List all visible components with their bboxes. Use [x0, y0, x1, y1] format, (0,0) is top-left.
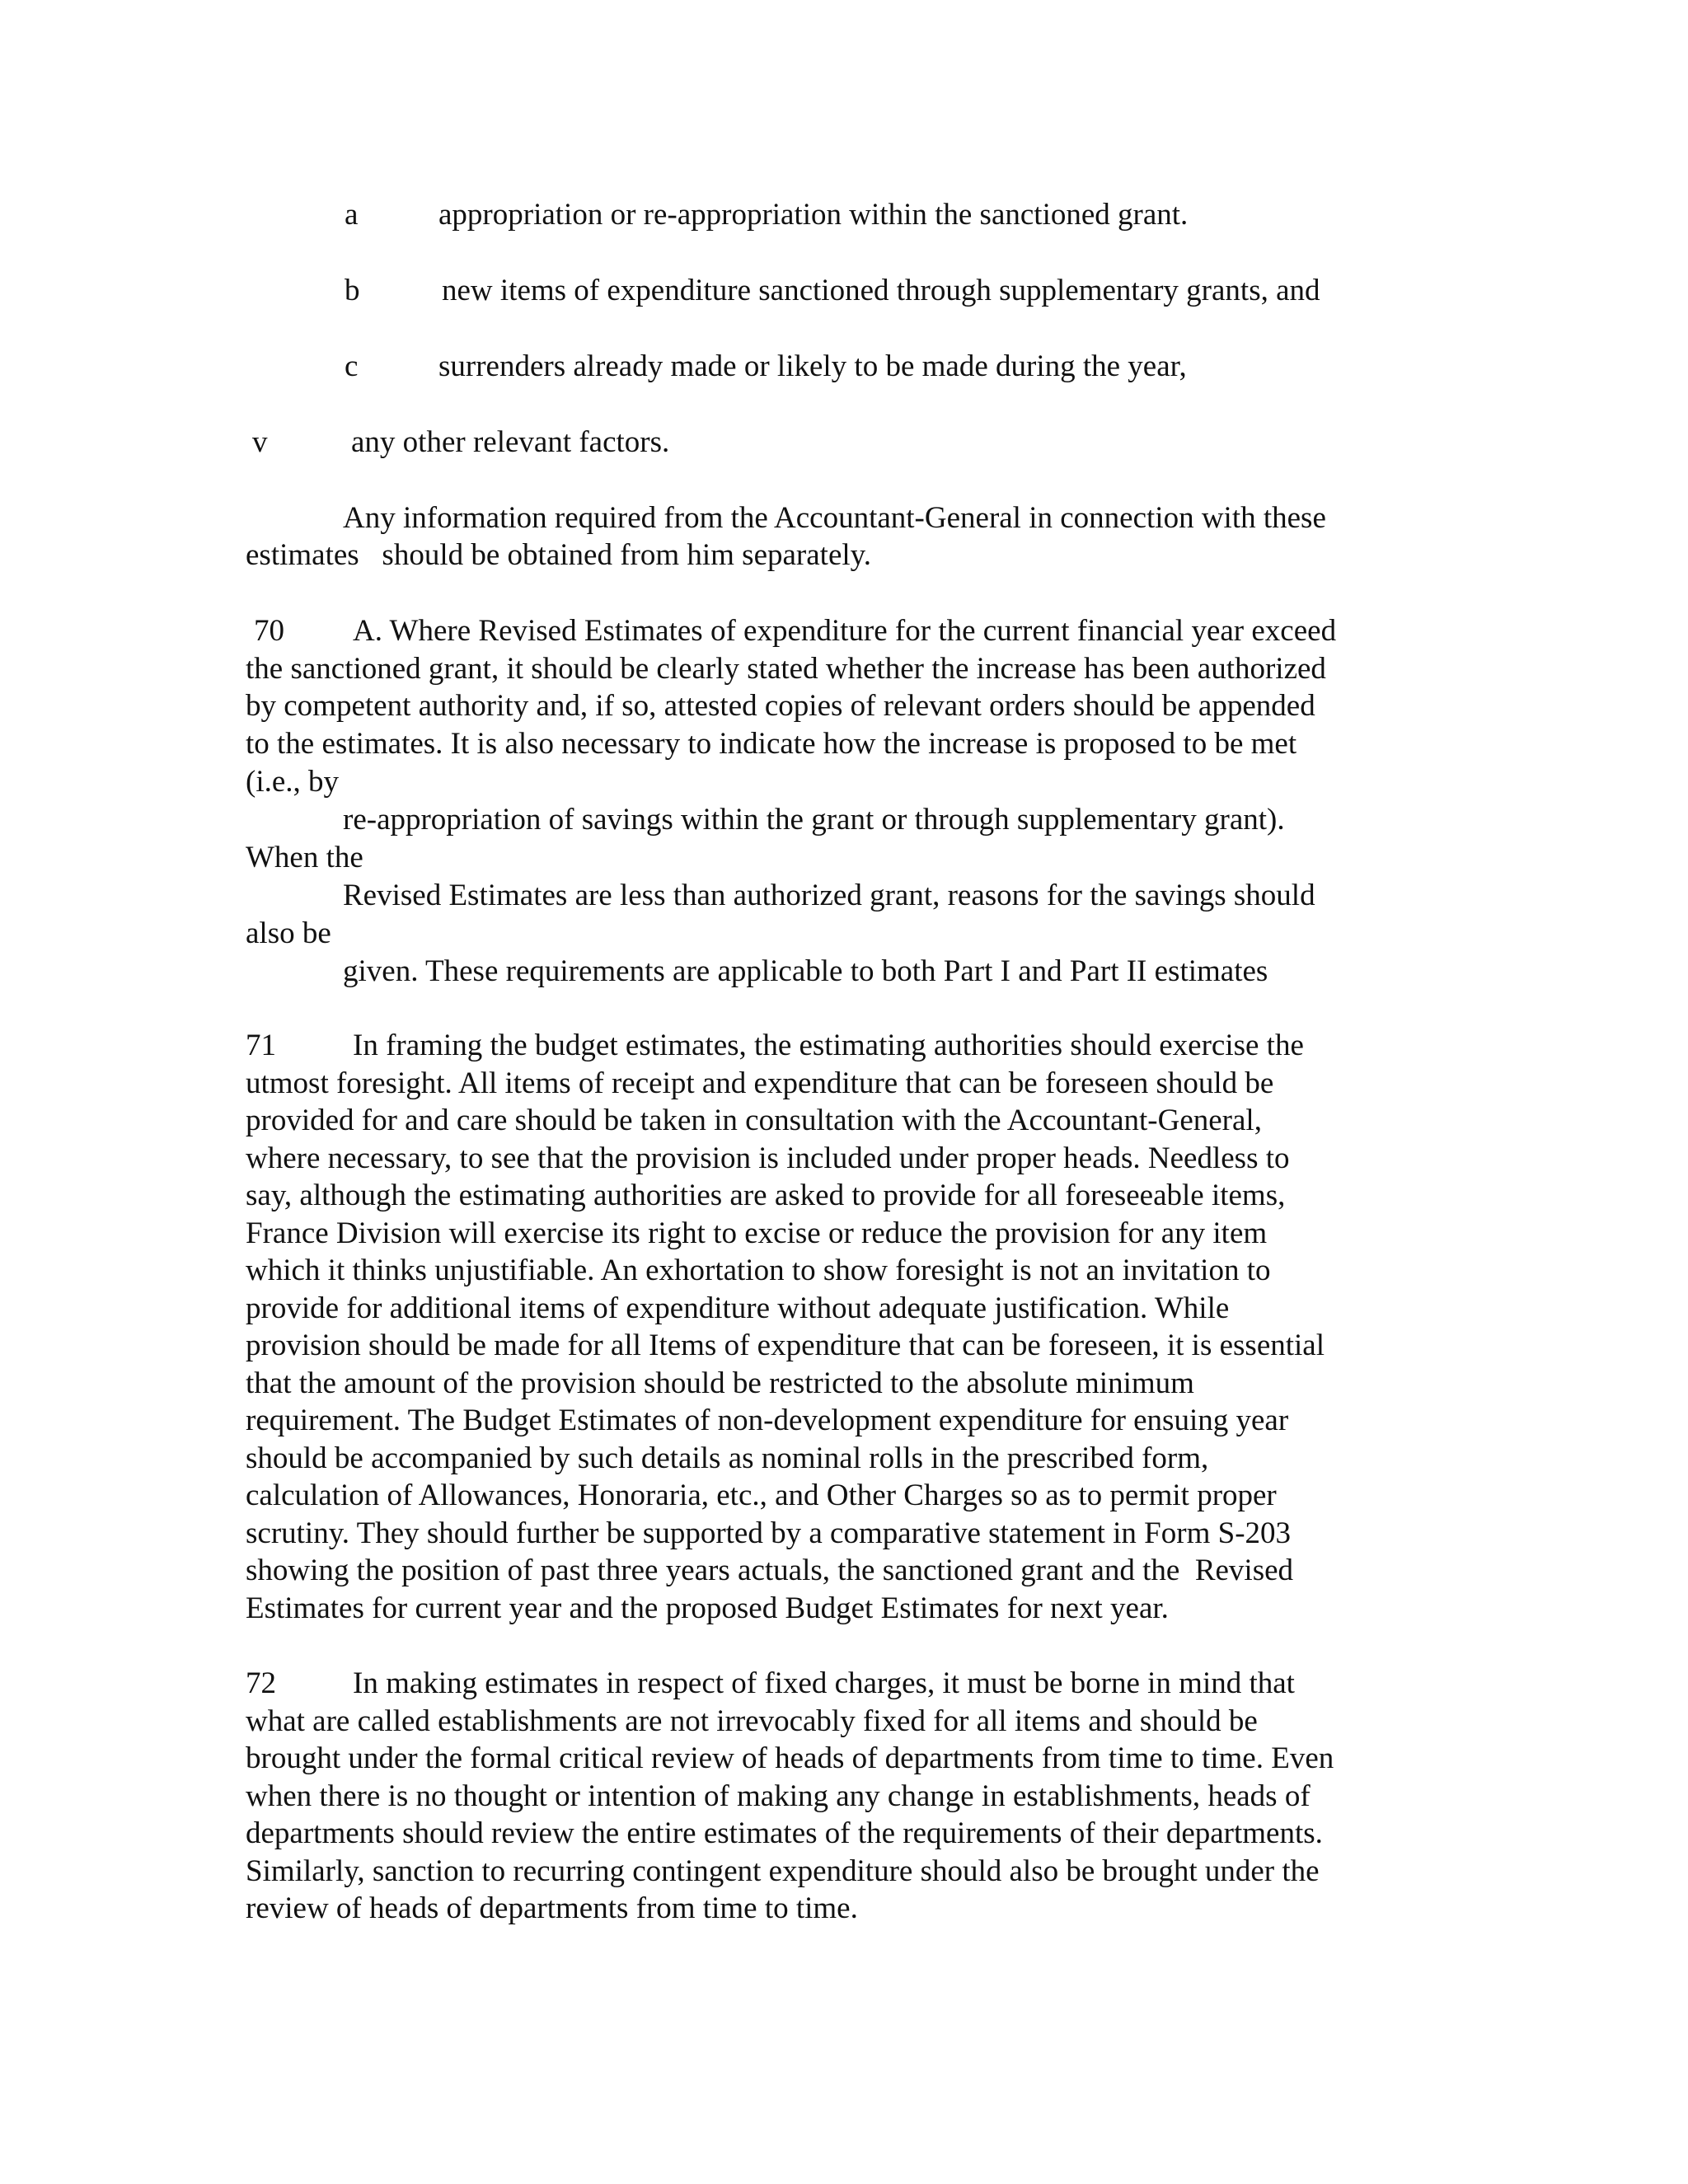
paragraph-line: that the amount of the provision should be restricted to the absolute minimum	[246, 1366, 1194, 1400]
sub-item-text: appropriation or re-appropriation within the sanctioned grant.	[438, 198, 1189, 232]
paragraph-line: review of heads of departments from time to time.	[246, 1891, 858, 1925]
paragraph-line: Similarly, sanction to recurring contingent expenditure should also be brought under the	[246, 1854, 1320, 1888]
sub-item-marker: b	[345, 274, 360, 307]
sub-item-text: surrenders already made or likely to be made during the year,	[438, 349, 1187, 383]
info-note-line: estimates should be obtained from him separately.	[246, 538, 871, 572]
paragraph-line: utmost foresight. All items of receipt and expenditure that can be foreseen should be	[246, 1066, 1274, 1100]
paragraph-line: brought under the formal critical review of heads of departments from time to time. Even	[246, 1741, 1334, 1775]
item-v-text: any other relevant factors.	[351, 425, 670, 459]
paragraph-line: When the	[246, 841, 363, 874]
paragraph-line: what are called establishments are not irrevocably fixed for all items and should be	[246, 1704, 1258, 1738]
paragraph-number: 71	[246, 1029, 276, 1062]
sub-item-marker: c	[345, 349, 359, 383]
sub-item-marker: a	[345, 198, 359, 232]
paragraph-number: 72	[246, 1666, 276, 1700]
paragraph-line: to the estimates. It is also necessary to indicate how the increase is proposed to be met	[246, 727, 1297, 761]
info-note-line: Any information required from the Accountant-General in connection with these	[343, 501, 1326, 535]
paragraph-line: Revised Estimates are less than authorized grant, reasons for the savings should	[343, 879, 1315, 912]
paragraph-line: scrutiny. They should further be supported by a comparative statement in Form S-203	[246, 1516, 1292, 1550]
item-v-marker: v	[252, 425, 268, 459]
paragraph-line: calculation of Allowances, Honoraria, etc., and Other Charges so as to permit proper	[246, 1479, 1277, 1512]
paragraph-line: where necessary, to see that the provision is included under proper heads. Needless to	[246, 1141, 1290, 1175]
paragraph-line: France Division will exercise its right to excise or reduce the provision for any item	[246, 1216, 1268, 1250]
paragraph-line: provision should be made for all Items of expenditure that can be foreseen, it is essential	[246, 1329, 1325, 1362]
paragraph-line: which it thinks unjustifiable. An exhortation to show foresight is not an invitation to	[246, 1254, 1271, 1287]
paragraph-line: the sanctioned grant, it should be clearly stated whether the increase has been authorized	[246, 652, 1326, 686]
paragraph-line: when there is no thought or intention of making any change in establishments, heads of	[246, 1779, 1311, 1813]
paragraph-line: re-appropriation of savings within the grant or through supplementary grant).	[343, 803, 1285, 837]
paragraph-line: also be	[246, 916, 331, 950]
paragraph-line: provided for and care should be taken in consultation with the Accountant-General,	[246, 1104, 1262, 1137]
paragraph-line: given. These requirements are applicable to both Part I and Part II estimates	[343, 954, 1268, 988]
paragraph-line: showing the position of past three years actuals, the sanctioned grant and the Revised	[246, 1554, 1294, 1587]
paragraph-line: In framing the budget estimates, the estimating authorities should exercise the	[353, 1029, 1304, 1062]
paragraph-line: Estimates for current year and the proposed Budget Estimates for next year.	[246, 1591, 1169, 1625]
paragraph-number: 70	[254, 614, 284, 648]
paragraph-line: (i.e., by	[246, 765, 340, 799]
paragraph-line: by competent authority and, if so, attested copies of relevant orders should be appended	[246, 689, 1315, 723]
paragraph-line: In making estimates in respect of fixed charges, it must be borne in mind that	[353, 1666, 1295, 1700]
paragraph-line: A. Where Revised Estimates of expenditure for the current financial year exceed	[353, 614, 1337, 648]
paragraph-line: say, although the estimating authorities are asked to provide for all foreseeable items,	[246, 1179, 1286, 1212]
paragraph-line: should be accompanied by such details as nominal rolls in the prescribed form,	[246, 1441, 1209, 1475]
paragraph-line: provide for additional items of expenditure without adequate justification. While	[246, 1291, 1230, 1325]
sub-item-text: new items of expenditure sanctioned through supplementary grants, and	[442, 274, 1320, 307]
paragraph-line: departments should review the entire estimates of the requirements of their departments.	[246, 1816, 1323, 1850]
paragraph-line: requirement. The Budget Estimates of non-development expenditure for ensuing year	[246, 1404, 1289, 1437]
